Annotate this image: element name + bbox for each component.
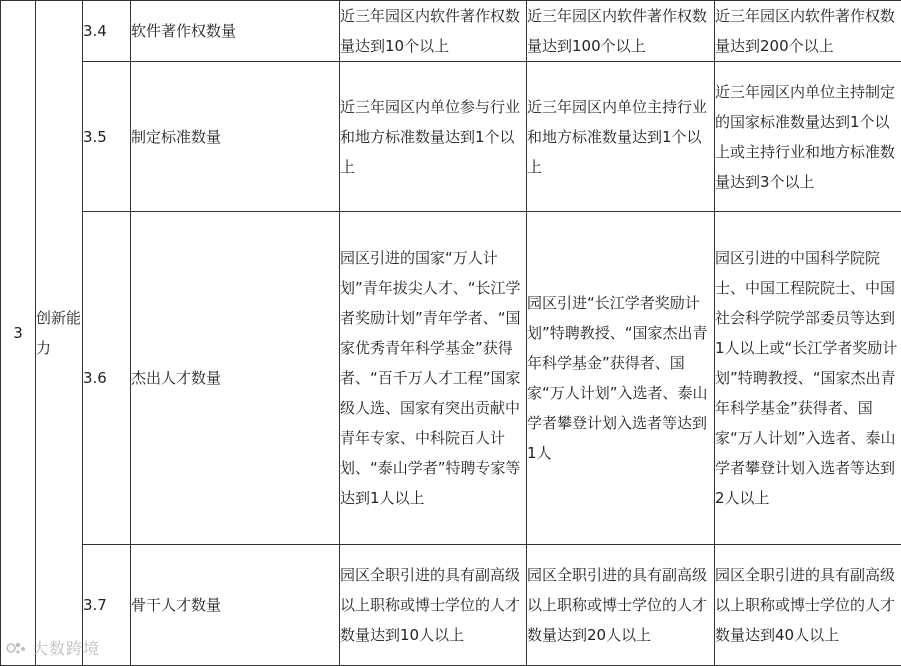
watermark — [6, 636, 100, 659]
level-2-criteria: 园区全职引进的具有副高级以上职称或博士学位的人才数量达到20人以上 — [527, 545, 715, 666]
dot-cluster-logo-icon — [6, 640, 28, 656]
level-1-criteria: 近三年园区内单位参与行业和地方标准数量达到1个以上 — [340, 62, 527, 212]
indicator-name: 骨干人才数量 — [131, 545, 340, 666]
level-2-criteria: 近三年园区内单位主持行业和地方标准数量达到1个以上 — [527, 62, 715, 212]
level-3-criteria: 近三年园区内软件著作权数量达到200个以上 — [715, 1, 901, 62]
level-3-criteria: 园区引进的中国科学院院士、中国工程院院士、中国社会科学院学部委员等达到1人以上或“长江学者奖励计划”特聘教授、“国家杰出青年科学基金”获得者、国家“万人计划”入选者、泰山学者攀登计划入选者等达到2人以上 — [715, 212, 901, 545]
indicator-name: 制定标准数量 — [131, 62, 340, 212]
indicator-name: 杰出人才数量 — [131, 212, 340, 545]
level-1-criteria: 园区引进的国家“万人计划”青年拔尖人才、“长江学者奖励计划”青年学者、“国家优秀青年科学基金”获得者、“百千万人才工程”国家级人选、国家有突出贡献中青年专家、中科院百人计划、“泰山学者”特聘专家等达到1人以上 — [340, 212, 527, 545]
level-3-criteria: 园区全职引进的具有副高级以上职称或博士学位的人才数量达到40人以上 — [715, 545, 901, 666]
level-2-criteria: 近三年园区内软件著作权数量达到100个以上 — [527, 1, 715, 62]
level-1-criteria: 园区全职引进的具有副高级以上职称或博士学位的人才数量达到10人以上 — [340, 545, 527, 666]
level-3-criteria: 近三年园区内单位主持制定的国家标准数量达到1个以上或主持行业和地方标准数量达到3个以上 — [715, 62, 901, 212]
table-row — [1, 212, 901, 545]
indicator-number: 3.4 — [83, 1, 131, 62]
level-1-criteria: 近三年园区内软件著作权数量达到10个以上 — [340, 1, 527, 62]
table-row — [1, 545, 901, 666]
indicator-number: 3.7 — [83, 545, 131, 666]
table-row — [1, 62, 901, 212]
level-2-criteria: 园区引进“长江学者奖励计划”特聘教授、“国家杰出青年科学基金”获得者、国家“万人计划”入选者、泰山学者攀登计划入选者等达到1人 — [527, 212, 715, 545]
section-category: 创新能力 — [36, 1, 83, 666]
indicator-number: 3.5 — [83, 62, 131, 212]
indicator-name: 软件著作权数量 — [131, 1, 340, 62]
indicator-number: 3.6 — [83, 212, 131, 545]
table-row — [1, 1, 901, 62]
section-index: 3 — [1, 1, 36, 666]
watermark-text: 大数跨境 — [32, 639, 101, 658]
